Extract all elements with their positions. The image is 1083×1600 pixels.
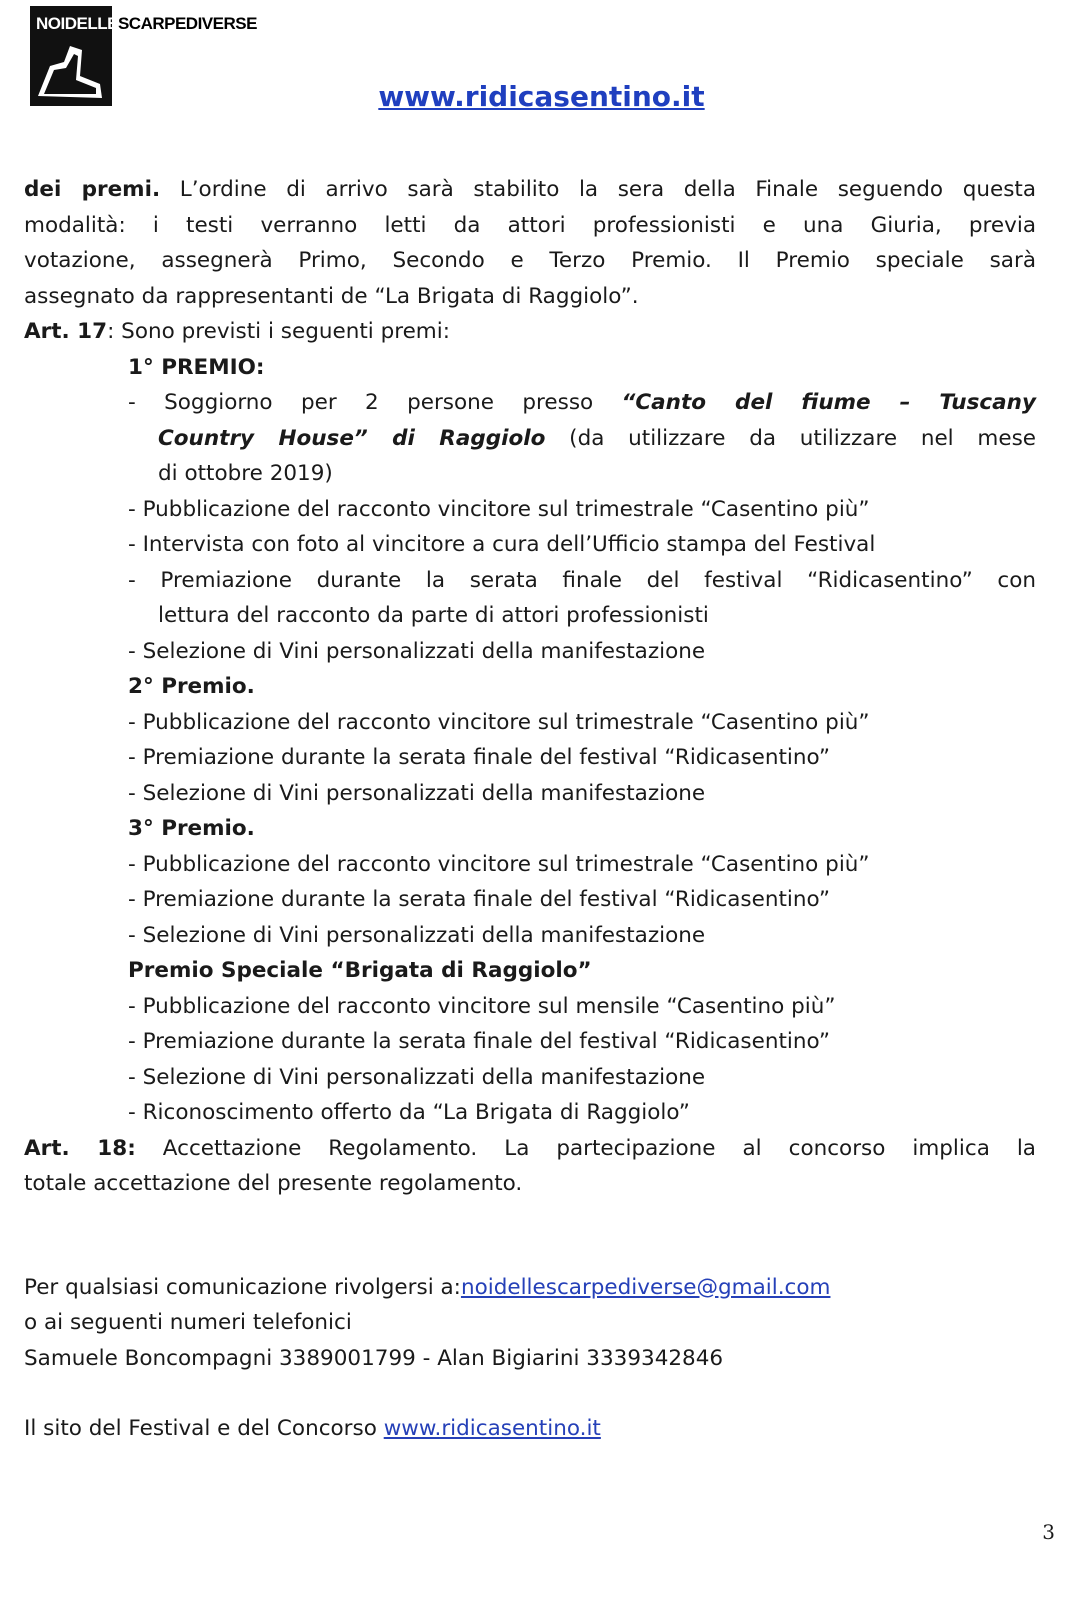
header-site-link[interactable]: www.ridicasentino.it [378, 80, 705, 113]
prize1-item4-line2: lettura del racconto da parte di attori professionisti [158, 603, 709, 628]
header-site-link-wrap [0, 80, 1083, 113]
art18-line-2: totale accettazione del presente regolamento. [24, 1171, 523, 1196]
intro-line-4: assegnato da rappresentanti de “La Brigata di Raggiolo”. [24, 283, 639, 309]
prize3-item: - Premiazione durante la serata finale del festival “Ridicasentino” [128, 887, 831, 912]
special-prize-item: - Premiazione durante la serata finale del festival “Ridicasentino” [128, 1029, 831, 1054]
prize1-item3: - Intervista con foto al vincitore a cura dell’Ufficio stampa del Festival [128, 532, 876, 557]
prize1-item1-line3: di ottobre 2019) [158, 461, 333, 486]
spacer [24, 1202, 1036, 1270]
prize1-item2: - Pubblicazione del racconto vincitore sul trimestrale “Casentino più” [128, 496, 870, 522]
document-body [24, 172, 1036, 1447]
prize1-item5: - Selezione di Vini personalizzati della manifestazione [128, 638, 706, 664]
prize1-item1-line1: - Soggiorno per 2 persone presso “Canto del fiume – Tuscany [128, 390, 1036, 415]
prize3-item: - Pubblicazione del racconto vincitore sul trimestrale “Casentino più” [128, 851, 870, 877]
contact-line-3: Samuele Boncompagni 3389001799 - Alan Bigiarini 3339342846 [24, 1345, 724, 1371]
contact-line-2: o ai seguenti numeri telefonici [24, 1310, 352, 1335]
special-prize-item: - Pubblicazione del racconto vincitore sul mensile “Casentino più” [128, 993, 836, 1019]
intro-line-1: dei premi. L’ordine di arrivo sarà stabilito la sera della Finale seguendo questa [24, 177, 1036, 202]
special-prize-item: - Riconoscimento offerto da “La Brigata di Raggiolo” [128, 1100, 690, 1125]
special-prize-title: Premio Speciale “Brigata di Raggiolo” [128, 958, 592, 983]
prize1-item1-line2: Country House” di Raggiolo (da utilizzare da utilizzare nel mese [158, 425, 1036, 451]
prize3-item: - Selezione di Vini personalizzati della manifestazione [128, 922, 706, 948]
prize1-title: 1° PREMIO: [128, 354, 265, 380]
logo-text: NOIDELLESCARPEDIVERSE [36, 14, 257, 33]
art18-line-1: Art. 18: Accettazione Regolamento. La partecipazione al concorso implica la [24, 1135, 1036, 1161]
prize2-item: - Premiazione durante la serata finale del festival “Ridicasentino” [128, 745, 831, 770]
page-number: 3 [1042, 1520, 1055, 1544]
spacer [24, 1376, 1036, 1411]
prize1-item4-line1: - Premiazione durante la serata finale del festival “Ridicasentino” con [128, 567, 1036, 593]
special-prize-item: - Selezione di Vini personalizzati della manifestazione [128, 1064, 706, 1090]
prize2-item: - Pubblicazione del racconto vincitore sul trimestrale “Casentino più” [128, 709, 870, 735]
intro-line-3: votazione, assegnerà Primo, Secondo e Terzo Premio. Il Premio speciale sarà [24, 248, 1036, 273]
prize2-title: 2° Premio. [128, 674, 255, 699]
contact-email-link[interactable]: noidellescarpediverse@gmail.com [460, 1274, 831, 1300]
art17-line: Art. 17: Sono previsti i seguenti premi: [24, 319, 450, 344]
intro-line-2: modalità: i testi verranno letti da attori professionisti e una Giuria, previa [24, 212, 1036, 238]
contact-line-1: Per qualsiasi comunicazione rivolgersi a:noidellescarpediverse@gmail.com [24, 1274, 831, 1300]
contact-site-line: Il sito del Festival e del Concorso www.ridicasentino.it [24, 1416, 601, 1441]
prize2-item: - Selezione di Vini personalizzati della manifestazione [128, 780, 706, 806]
prize3-title: 3° Premio. [128, 816, 255, 841]
footer-site-link[interactable]: www.ridicasentino.it [383, 1416, 601, 1441]
